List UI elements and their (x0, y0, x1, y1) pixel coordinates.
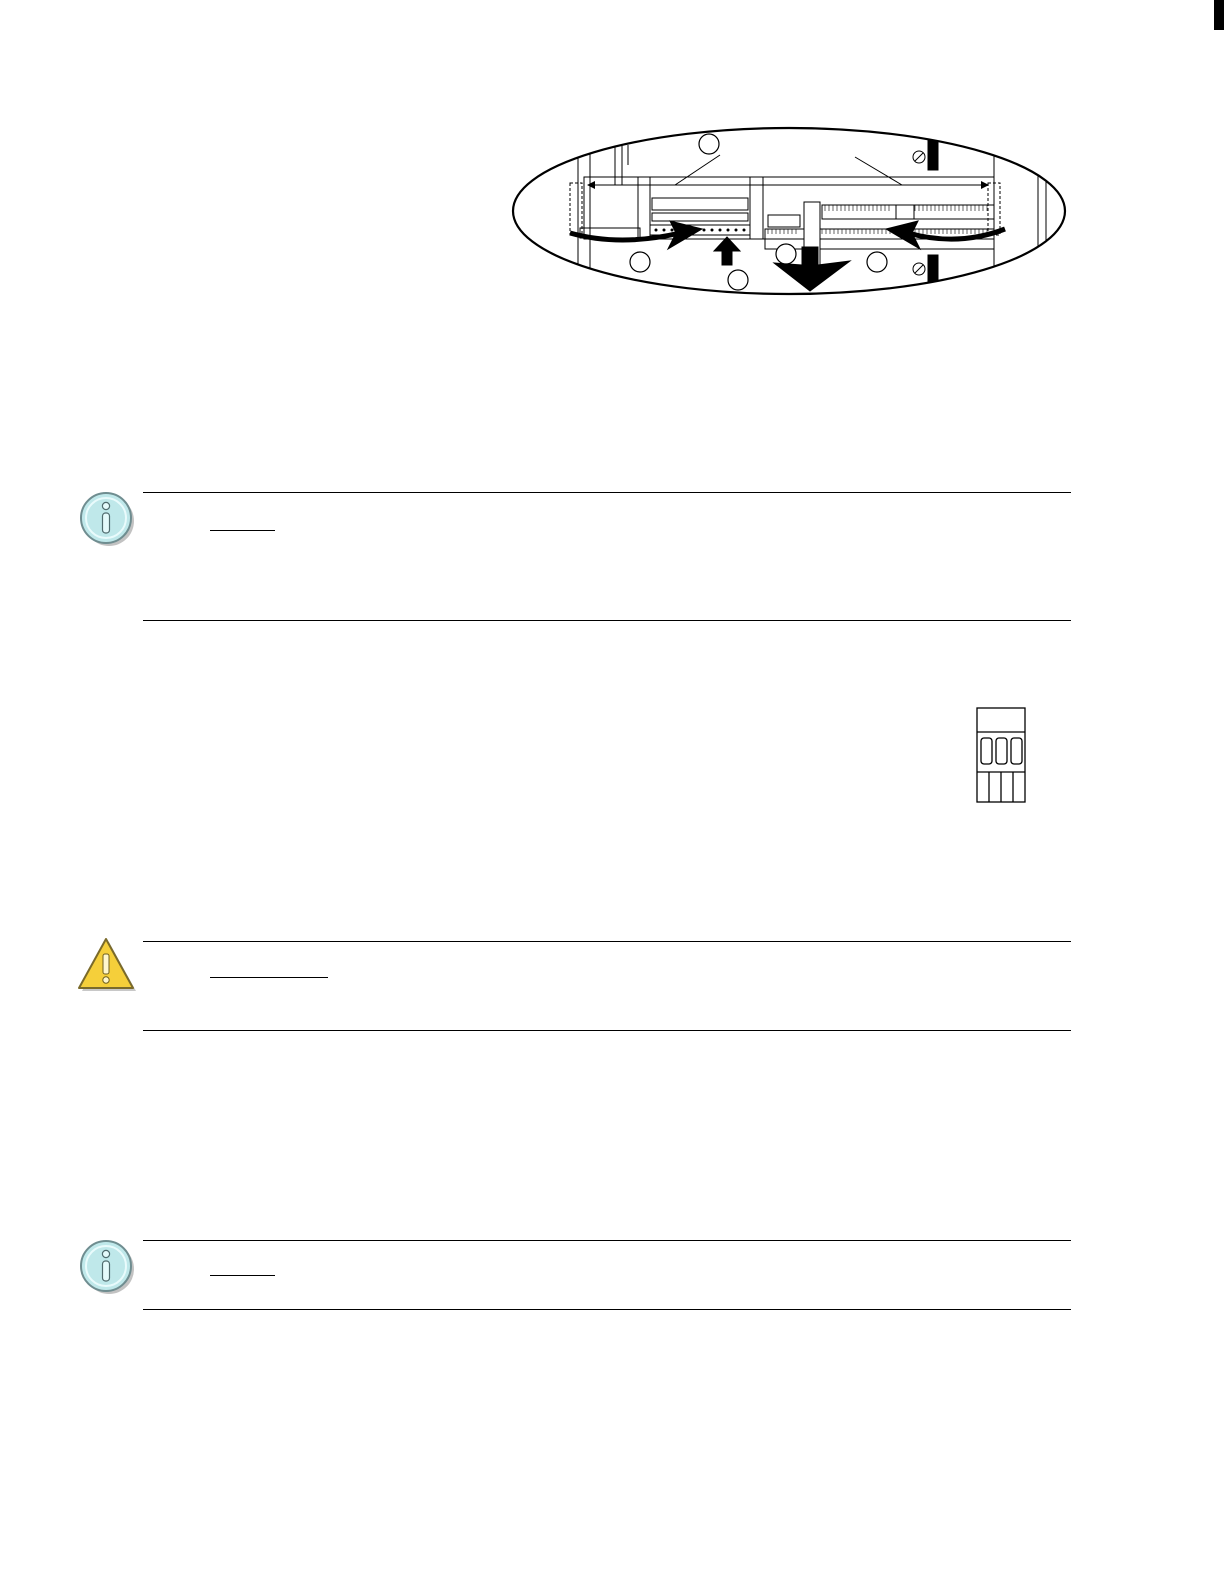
caution-rule-top (143, 941, 1071, 942)
page-edge-tab (1214, 0, 1224, 30)
note2-rule-top (143, 1240, 1071, 1241)
note-label-underline (210, 530, 275, 531)
warning-icon (76, 936, 138, 994)
note-rule-bottom (143, 620, 1071, 621)
callout-circle-2 (630, 252, 650, 272)
info-icon (76, 1236, 138, 1298)
callout-circle-3 (728, 270, 748, 290)
caution-label-underline (210, 977, 328, 978)
callout-circle-4 (776, 244, 796, 264)
note-rule-top (143, 492, 1071, 493)
terminal-detail-figure (510, 125, 1068, 297)
info-icon (76, 488, 138, 550)
note2-rule-bottom (143, 1309, 1071, 1310)
callout-circle-5 (867, 252, 887, 272)
caution-rule-bottom (143, 1030, 1071, 1031)
connector-icon (975, 706, 1027, 804)
note2-label-underline (210, 1275, 275, 1276)
callout-circle-1 (699, 134, 719, 154)
